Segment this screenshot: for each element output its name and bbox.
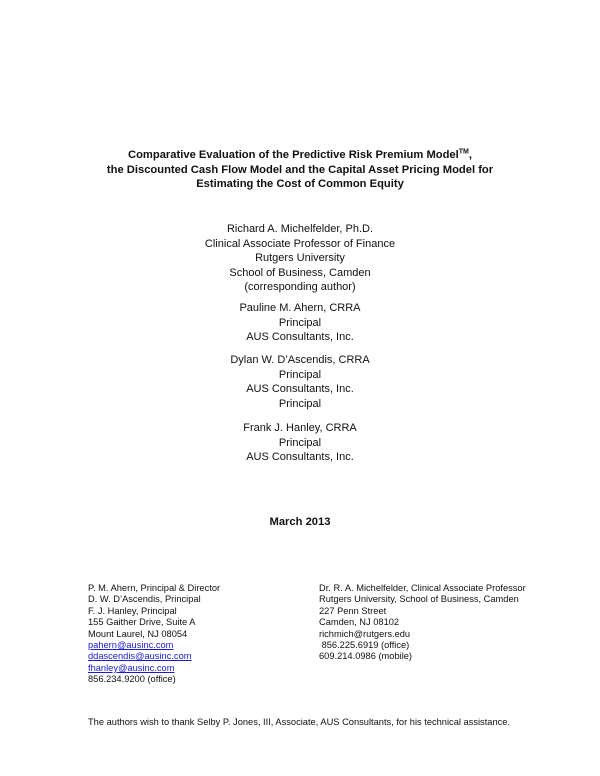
author-dascendis <box>0 353 600 411</box>
contact-phone: 856.234.9200 (office) <box>88 674 176 685</box>
contact-right <box>319 583 526 663</box>
author-line: Principal <box>278 316 322 329</box>
title-line-2: the Discounted Cash Flow Model and the Capital Asset Pricing Model for <box>106 163 494 176</box>
contact-line: 609.214.0986 (mobile) <box>319 651 413 662</box>
author-line: Clinical Associate Professor of Finance <box>204 237 396 250</box>
acknowledgement-footnote: The authors wish to thank Selby P. Jones, III, Associate, AUS Consultants, for his technical assistance. <box>88 717 511 727</box>
contact-line: F. J. Hanley, Principal <box>88 605 177 616</box>
contact-line: 155 Gaither Drive, Suite A <box>88 617 196 628</box>
contact-line: P. M. Ahern, Principal & Director <box>88 583 221 593</box>
contact-line: D. W. D’Ascendis, Principal <box>88 594 201 605</box>
email-link-dascendis[interactable]: ddascendis@ausinc.com <box>88 651 192 662</box>
email-link-ahern[interactable]: pahern@ausinc.com <box>88 640 174 651</box>
title-line-1: Comparative Evaluation of the Predictive Risk Premium Model™, <box>128 148 472 161</box>
author-line: Pauline M. Ahern, CRRA <box>239 302 361 314</box>
contact-line: richmich@rutgers.edu <box>319 628 411 639</box>
author-line: Frank J. Hanley, CRRA <box>243 422 357 434</box>
email-link-hanley[interactable]: fhanley@ausinc.com <box>88 662 175 673</box>
author-line: Principal <box>278 397 322 410</box>
author-line: AUS Consultants, Inc. <box>246 451 354 464</box>
author-line: School of Business, Camden <box>229 266 371 279</box>
paper-title <box>0 148 600 192</box>
contact-line: 856.225.6919 (office) <box>319 640 410 651</box>
contact-line: 227 Penn Street <box>319 605 387 616</box>
contact-line: Camden, NJ 08102 <box>319 617 400 628</box>
author-hanley <box>0 421 600 465</box>
author-line: AUS Consultants, Inc. <box>246 331 354 344</box>
author-line: Principal <box>278 436 322 449</box>
contact-left <box>88 583 220 686</box>
author-line: Richard A. Michelfelder, Ph.D. <box>226 223 374 235</box>
author-michelfelder <box>0 222 600 295</box>
author-ahern <box>0 301 600 345</box>
contact-line: Mount Laurel, NJ 08054 <box>88 628 188 639</box>
author-line: Principal <box>278 368 322 381</box>
author-line: Dylan W. D’Ascendis, CRRA <box>230 354 370 366</box>
contact-line: Dr. R. A. Michelfelder, Clinical Associate Professor <box>319 583 526 593</box>
author-line: AUS Consultants, Inc. <box>246 383 354 396</box>
publication-date: March 2013 <box>269 516 331 528</box>
author-line: Rutgers University <box>255 252 345 265</box>
contact-line: Rutgers University, School of Business, Camden <box>319 594 519 605</box>
trademark-superscript: TM <box>458 148 469 156</box>
title-line-3: Estimating the Cost of Common Equity <box>196 178 404 190</box>
author-line: (corresponding author) <box>244 281 356 294</box>
